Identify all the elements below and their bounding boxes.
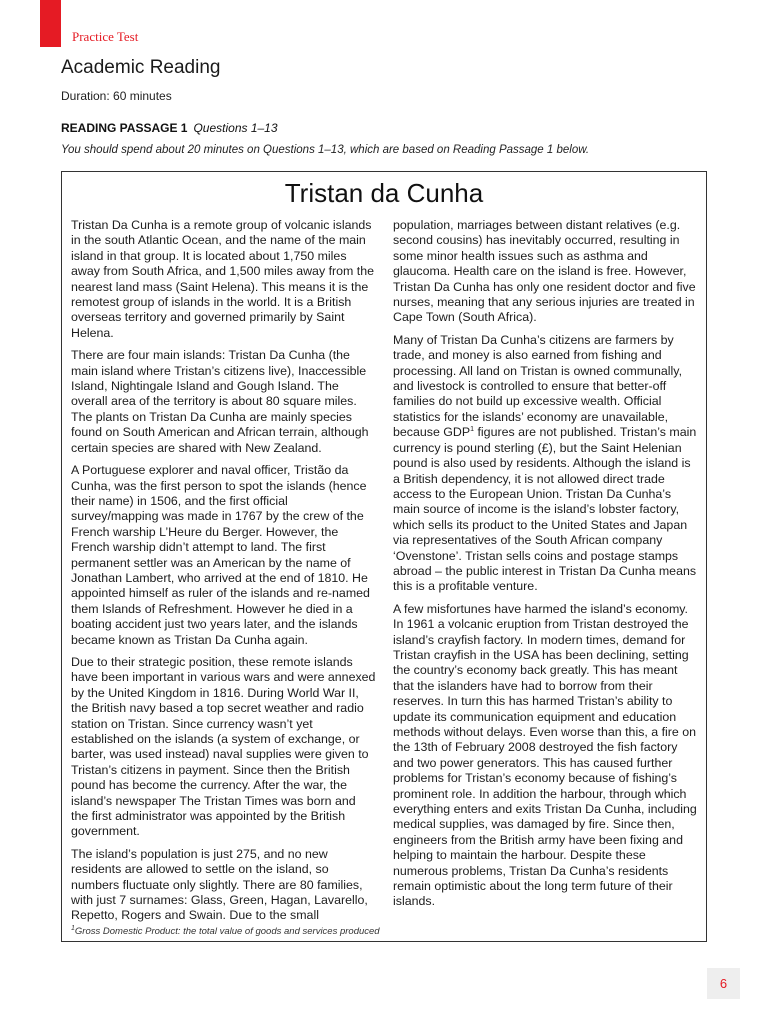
footnote xyxy=(71,926,380,937)
left-column xyxy=(71,218,376,931)
instructions-text: You should spend about 20 minutes on Questions 1–13, which are based on Reading Passage 1 below. xyxy=(61,144,590,156)
paragraph-text: Many of Tristan Da Cunha’s citizens are farmers by trade, and money is also earned from fishing and processing. All land on Tristan is owned communally, and livestock is controlled to ensure that better-off families do not build up excessive wealth. Official statistics for the islands’ economy are unavailable, because GDP xyxy=(393,332,683,440)
paragraph xyxy=(393,333,699,595)
passage-questions: Questions 1–13 xyxy=(193,121,278,135)
passage-label: READING PASSAGE 1 xyxy=(61,121,188,135)
article-title: Tristan da Cunha xyxy=(284,178,484,208)
paragraph: population, marriages between distant relatives (e.g. second cousins) has inevitably occurred, resulting in some minor health issues such as asthma and glaucoma. Health care on the island is free. However, Tristan Da Cunha has only one resident doctor and five nurses, meaning that any serious injuries are treated in Cape Town (South Africa). xyxy=(393,218,696,325)
passage-heading xyxy=(61,121,278,135)
paragraph: Due to their strategic position, these remote islands have been important in various wars and were annexed by the United Kingdom in 1816. During World War II, the British navy based a top secret weather and radio station on Tristan. Since currency wasn’t yet established on the islands (a system of exchange, or barter, was used instead) naval supplies were given to Tristan’s citizens in payment. Since then the British pound has become the currency. After the war, the island’s newspaper The Tristan Times was born and the first administrator was appointed by the British government. xyxy=(71,654,376,839)
footnote-text: Gross Domestic Product: the total value of goods and services produced xyxy=(74,926,380,937)
section-title: Academic Reading xyxy=(61,57,221,78)
duration-text: Duration: 60 minutes xyxy=(61,89,172,103)
footnote-mark: 1 xyxy=(71,924,75,932)
paragraph: A few misfortunes have harmed the island’s economy. In 1961 a volcanic eruption from Tristan destroyed the island’s crayfish factory. In modern times, demand for Tristan crayfish in the USA has been declining, setting the country’s economy back greatly. This has meant that the islanders have had to borrow from their reserves. In turn this has harmed Tristan’s ability to update its communication equipment and education methods without delays. Even worse than this, a fire on the 13th of February 2008 destroyed the fish factory and two power generators. This has caused further problems for Tristan’s economy because of fishing’s prominent role. In addition the harbour, through which everything enters and exits Tristan Da Cunha, including medical supplies, was damaged by fire. Since then, engineers from the British army have been fixing and helping to maintain the harbour. Despite these numerous problems, Tristan Da Cunha’s residents remain optimistic about the long term future of their islands. xyxy=(393,601,697,909)
footnote-reference: 1 xyxy=(470,426,475,434)
page-number: 6 xyxy=(707,968,740,999)
practice-test-label: Practice Test xyxy=(72,29,139,44)
paragraph-text: figures are not published. Tristan’s main currency is pound sterling (£), but the Saint Helenian pound is also used by residents. Although the island is a British dependency, it is not allowed direct trade access to the European Union. Tristan Da Cunha’s main source of income is the island’s lobster factory, which sells its product to the United States and Japan via representatives of the South African company ‘Ovenstone’. Tristan sells coins and postage stamps abroad – the public interest in Tristan Da Cunha means this is a profitable venture. xyxy=(393,425,697,594)
reading-passage-box xyxy=(61,171,707,942)
paragraph: A Portuguese explorer and naval officer, Tristão da Cunha, was the first person to spot the islands (hence their name) in 1506, and the first official survey/mapping was made in 1767 by the crew of the French warship L’Heure du Berger. However, the French warship didn’t attempt to land. The first permanent settler was an American by the name of Jonathan Lambert, who arrived at the end of 1810. He appointed himself as ruler of the islands and re-named them Islands of Refreshment. However he died in a boating accident just two years later, and the islands became known as Tristan Da Cunha again. xyxy=(71,463,370,647)
header-accent-bar xyxy=(40,0,61,47)
paragraph: There are four main islands: Tristan Da Cunha (the main island where Tristan’s citizens live), Inaccessible Island, Nightingale Island and Gough Island. The overall area of the territory is about 80 square miles. The plants on Tristan Da Cunha are mainly species found on South American and African terrain, although certain species are shared with New Zealand. xyxy=(71,348,369,455)
right-column xyxy=(393,218,699,917)
paragraph: Tristan Da Cunha is a remote group of volcanic islands in the south Atlantic Ocean, and the name of the main island in that group. It is located about 1,750 miles away from South Africa, and 1,500 miles away from the nearest land mass (Saint Helena). This means it is the remotest group of islands in the world. It is a British overseas territory and governed primarily by Saint Helena. xyxy=(71,218,375,340)
paragraph: The island’s population is just 275, and no new residents are allowed to settle on the island, so numbers fluctuate only slightly. There are 80 families, with just 7 surnames: Glass, Green, Hagan, Lavarello, Repetto, Rogers and Swain. Due to the small xyxy=(71,846,368,923)
